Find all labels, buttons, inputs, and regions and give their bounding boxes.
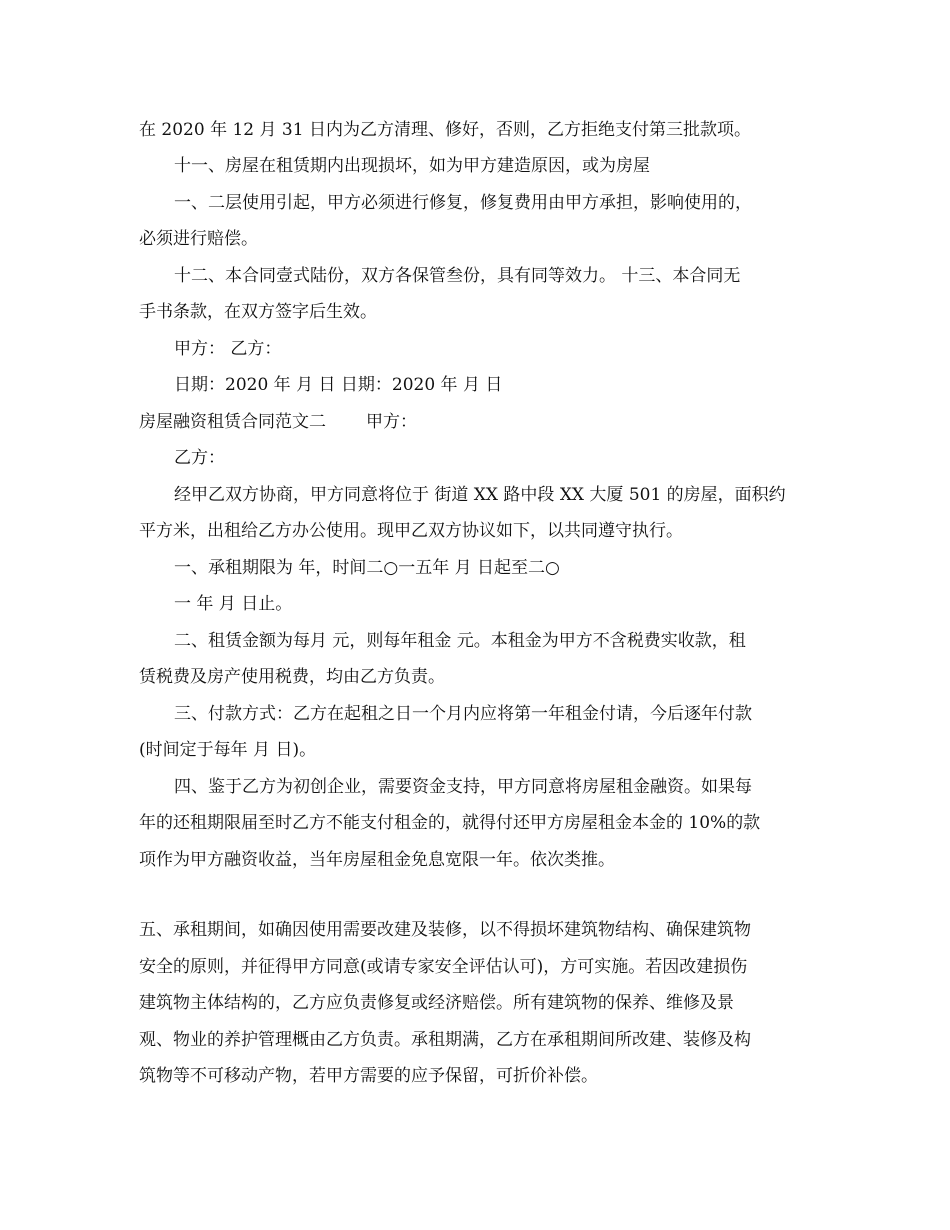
text-line: 观、物业的养护管理概由乙方负责。承租期满，乙方在承租期间所改建、装修及构 [139,1030,751,1050]
signature-labels: 甲方： 乙方： [174,339,282,359]
text-line: 经甲乙双方协商，甲方同意将位于 街道 XX 路中段 XX 大厦 501 的房屋，面积约 [174,485,786,505]
date-labels: 日期：2020 年 月 日 日期：2020 年 月 日 [174,375,503,395]
section-title: 房屋融资租赁合同范文二 [139,412,326,432]
text-line: 项作为甲方融资收益，当年房屋租金免息宽限一年。依次类推。 [139,850,615,870]
text-line: 十二、本合同壹式陆份，双方各保管叁份，具有同等效力。 十三、本合同无 [174,266,741,286]
text-line: (时间定于每年 月 日)。 [139,740,317,760]
text-line: 一 年 月 日止。 [174,594,293,614]
party-b-label: 乙方： [174,448,225,468]
text-line: 一、二层使用引起，甲方必须进行修复，修复费用由甲方承担，影响使用的， [174,193,752,213]
text-line: 建筑物主体结构的，乙方应负责修复或经济赔偿。所有建筑物的保养、维修及景 [139,993,734,1013]
text-line: 平方米，出租给乙方办公使用。现甲乙双方协议如下，以共同遵守执行。 [139,521,683,541]
text-line: 二、租赁金额为每月 元，则每年租金 元。本租金为甲方不含税费实收款，租 [174,631,746,651]
text-line: 赁税费及房产使用税费，均由乙方负责。 [139,667,445,687]
section-title-line [139,411,417,433]
text-line: 三、付款方式：乙方在起租之日一个月内应将第一年租金付请，今后逐年付款 [174,704,752,724]
text-line: 必须进行赔偿。 [139,229,258,249]
party-a-label: 甲方： [366,412,417,432]
text-line: 十一、房屋在租赁期内出现损坏，如为甲方建造原因，或为房屋 [174,156,650,176]
text-line: 筑物等不可移动产物，若甲方需要的应予保留，可折价补偿。 [139,1066,598,1086]
text-line: 一、承租期限为 年，时间二○一五年 月 日起至二○ [174,558,560,578]
text-line: 五、承租期间，如确因使用需要改建及装修，以不得损坏建筑物结构、确保建筑物 [139,920,751,940]
text-line: 在 2020 年 12 月 31 日内为乙方清理、修好，否则，乙方拒绝支付第三批款项。 [139,120,751,140]
text-line: 安全的原则，并征得甲方同意(或请专家安全评估认可)，方可实施。若因改建损伤 [139,957,748,977]
text-line: 四、鉴于乙方为初创企业，需要资金支持，甲方同意将房屋租金融资。如果每 [174,777,752,797]
text-line: 手书条款，在双方签字后生效。 [139,302,377,322]
text-line: 年的还租期限届至时乙方不能支付租金的，就得付还甲方房屋租金本金的 10%的款 [139,813,761,833]
